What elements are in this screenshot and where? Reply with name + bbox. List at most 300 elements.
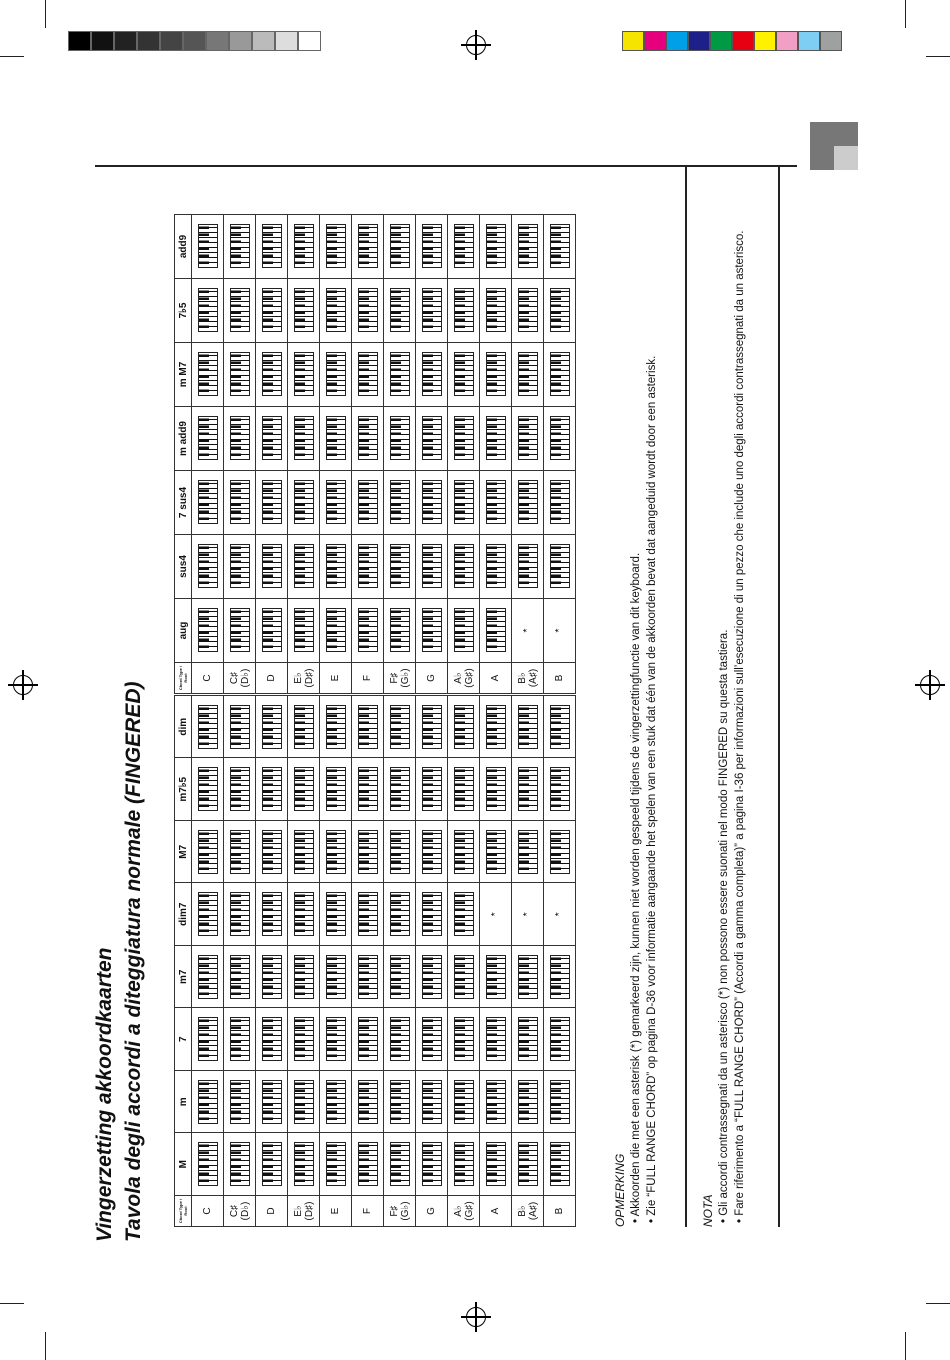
chord-cell — [192, 946, 224, 1009]
keyboard-diagram — [262, 892, 282, 936]
chord-cell — [512, 946, 544, 1009]
keyboard-diagram — [198, 955, 218, 999]
nota-section — [700, 107, 748, 1227]
chord-cell — [448, 343, 480, 407]
keyboard-diagram — [422, 289, 442, 333]
keyboard-diagram — [294, 545, 314, 589]
chord-cell — [288, 758, 320, 821]
chord-type-header: m7 — [175, 946, 192, 1009]
chord-cell — [224, 279, 256, 343]
chord-cell — [480, 407, 512, 471]
chord-cell — [288, 821, 320, 884]
chord-cell — [384, 599, 416, 663]
keyboard-diagram — [550, 417, 570, 461]
chord-cell — [480, 1133, 512, 1196]
chord-type-header: m add9 — [175, 407, 192, 471]
chord-type-header: m7♭5 — [175, 758, 192, 821]
chord-cell — [416, 758, 448, 821]
chord-type-header: sus4 — [175, 535, 192, 599]
chord-cell — [256, 696, 288, 759]
root-label: B — [544, 1196, 576, 1227]
chord-cell — [448, 407, 480, 471]
keyboard-diagram — [262, 705, 282, 749]
keyboard-diagram — [230, 289, 250, 333]
chord-cell — [544, 1133, 576, 1196]
chord-table-left — [174, 695, 576, 1227]
chord-cell — [416, 535, 448, 599]
keyboard-diagram — [518, 481, 538, 525]
chord-cell — [192, 883, 224, 946]
nota-bullet-2: • Fare riferimento a “FULL RANGE CHORD” (Accordi a gamma completa)” a pagina I-36 per informazioni sull’esecuzione di un pezzo che include uno degli accordi contrassegnati da un asterisco. — [734, 230, 746, 1223]
table-row — [256, 215, 288, 694]
chord-cell — [416, 407, 448, 471]
chord-cell — [480, 215, 512, 279]
chord-cell — [352, 1071, 384, 1134]
table-row — [384, 215, 416, 694]
keyboard-diagram — [230, 353, 250, 397]
keyboard-diagram — [518, 225, 538, 269]
keyboard-diagram — [422, 481, 442, 525]
chord-cell — [192, 821, 224, 884]
nota-bullet-1: • Gli accordi contrassegnati da un asterisco (*) non possono essere suonati nel modo FINGERED su questa tastiera. — [718, 629, 730, 1223]
chord-cell — [288, 1071, 320, 1134]
asterisk-cell: * — [544, 883, 576, 946]
keyboard-diagram — [198, 705, 218, 749]
keyboard-diagram — [454, 289, 474, 333]
root-label: E♭ (D♯) — [288, 1196, 320, 1227]
keyboard-diagram — [262, 955, 282, 999]
chord-cell — [256, 215, 288, 279]
chord-cell — [256, 599, 288, 663]
keyboard-diagram — [422, 609, 442, 653]
table-row — [512, 696, 544, 1227]
table-row — [416, 696, 448, 1227]
chord-cell — [192, 407, 224, 471]
keyboard-diagram — [198, 225, 218, 269]
chord-type-header: dim7 — [175, 883, 192, 946]
keyboard-diagram — [486, 955, 506, 999]
chord-cell — [448, 215, 480, 279]
chord-cell — [416, 883, 448, 946]
keyboard-diagram — [326, 767, 346, 811]
chord-cell — [320, 471, 352, 535]
root-label: A — [480, 1196, 512, 1227]
chord-cell — [288, 215, 320, 279]
keyboard-diagram — [358, 481, 378, 525]
chord-cell — [416, 1071, 448, 1134]
chord-type-header: m — [175, 1071, 192, 1134]
chord-cell — [256, 407, 288, 471]
chord-cell — [352, 883, 384, 946]
keyboard-diagram — [262, 830, 282, 874]
keyboard-diagram — [326, 705, 346, 749]
chord-cell — [320, 1133, 352, 1196]
keyboard-diagram — [550, 289, 570, 333]
keyboard-diagram — [550, 1017, 570, 1061]
table-row — [320, 696, 352, 1227]
chord-cell — [544, 279, 576, 343]
opmerking-bullet-1-text: Akkoorden die met een asterisk (*) gemarkeerd zijn, kunnen niet worden gespeeld tijdens de vingerzettingfunctie van dit keyboard. — [630, 552, 642, 1217]
keyboard-diagram — [518, 353, 538, 397]
keyboard-diagram — [358, 545, 378, 589]
keyboard-diagram — [262, 417, 282, 461]
keyboard-diagram — [326, 892, 346, 936]
keyboard-diagram — [390, 1142, 410, 1186]
keyboard-diagram — [326, 609, 346, 653]
keyboard-diagram — [326, 481, 346, 525]
chord-cell — [352, 758, 384, 821]
root-label: E♭ (D♯) — [288, 663, 320, 694]
table-row — [224, 696, 256, 1227]
chord-cell — [512, 758, 544, 821]
chord-cell — [320, 599, 352, 663]
keyboard-diagram — [454, 225, 474, 269]
chord-cell — [448, 1008, 480, 1071]
chord-cell — [320, 1071, 352, 1134]
chord-cell — [512, 1133, 544, 1196]
chord-cell — [224, 215, 256, 279]
chord-cell — [288, 696, 320, 759]
table-row — [448, 215, 480, 694]
keyboard-diagram — [550, 1080, 570, 1124]
keyboard-diagram — [486, 225, 506, 269]
table-row — [384, 696, 416, 1227]
chord-type-header: 7 — [175, 1008, 192, 1071]
chord-cell — [256, 535, 288, 599]
keyboard-diagram — [550, 481, 570, 525]
keyboard-diagram — [198, 830, 218, 874]
chord-cell — [512, 471, 544, 535]
chord-cell — [512, 1071, 544, 1134]
chord-cell — [320, 407, 352, 471]
chord-cell — [352, 1133, 384, 1196]
root-label: F — [352, 663, 384, 694]
keyboard-diagram — [486, 1080, 506, 1124]
keyboard-diagram — [262, 767, 282, 811]
chord-cell — [512, 696, 544, 759]
chord-cell — [224, 535, 256, 599]
keyboard-diagram — [518, 830, 538, 874]
keyboard-diagram — [454, 955, 474, 999]
keyboard-diagram — [422, 1142, 442, 1186]
keyboard-diagram — [486, 830, 506, 874]
chord-cell — [256, 1133, 288, 1196]
root-label: B — [544, 663, 576, 694]
root-label: C♯ (D♭) — [224, 1196, 256, 1227]
chord-cell — [256, 1008, 288, 1071]
keyboard-diagram — [358, 955, 378, 999]
chord-cell — [416, 599, 448, 663]
root-label: E — [320, 663, 352, 694]
keyboard-diagram — [230, 481, 250, 525]
chord-cell — [224, 599, 256, 663]
keyboard-diagram — [294, 830, 314, 874]
keyboard-diagram — [550, 767, 570, 811]
chord-cell — [288, 471, 320, 535]
chord-cell — [320, 215, 352, 279]
chord-cell — [448, 279, 480, 343]
chord-cell — [384, 535, 416, 599]
keyboard-diagram — [390, 545, 410, 589]
chord-cell — [288, 535, 320, 599]
keyboard-diagram — [390, 289, 410, 333]
chord-cell — [288, 1008, 320, 1071]
chord-cell — [480, 946, 512, 1009]
chord-cell — [192, 215, 224, 279]
chord-table-right — [174, 214, 576, 694]
keyboard-diagram — [422, 417, 442, 461]
table-row — [224, 215, 256, 694]
keyboard-diagram — [198, 289, 218, 333]
chord-cell — [288, 343, 320, 407]
keyboard-diagram — [486, 1142, 506, 1186]
chord-cell — [544, 343, 576, 407]
chord-cell — [480, 696, 512, 759]
keyboard-diagram — [454, 1080, 474, 1124]
keyboard-diagram — [454, 609, 474, 653]
keyboard-diagram — [294, 1080, 314, 1124]
chord-cell — [288, 883, 320, 946]
keyboard-diagram — [230, 1017, 250, 1061]
opmerking-bullet-2-text: Zie “FULL RANGE CHORD” op pagina D-36 voor informatie aangaande het spelen van een stuk dat één van de akkoorden bevat dat aangeduid wordt door een asterisk. — [646, 355, 658, 1216]
root-label: F♯ (G♭) — [384, 663, 416, 694]
chord-cell — [192, 1071, 224, 1134]
table-row — [416, 215, 448, 694]
keyboard-diagram — [550, 705, 570, 749]
keyboard-diagram — [358, 417, 378, 461]
table-row — [544, 696, 576, 1227]
chord-cell — [416, 279, 448, 343]
chord-cell — [448, 535, 480, 599]
keyboard-diagram — [454, 1142, 474, 1186]
chord-cell — [352, 407, 384, 471]
keyboard-diagram — [518, 289, 538, 333]
keyboard-diagram — [550, 830, 570, 874]
chord-cell — [320, 821, 352, 884]
keyboard-diagram — [326, 1142, 346, 1186]
keyboard-diagram — [294, 225, 314, 269]
keyboard-diagram — [358, 705, 378, 749]
nota-heading: NOTA — [701, 1194, 715, 1227]
table-row — [192, 215, 224, 694]
chord-cell — [224, 1071, 256, 1134]
keyboard-diagram — [550, 1142, 570, 1186]
keyboard-diagram — [422, 1017, 442, 1061]
opmerking-bullet-1: • Akkoorden die met een asterisk (*) gemarkeerd zijn, kunnen niet worden gespeeld tijdens de vingerzettingfunctie van dit keyboard. — [630, 552, 642, 1223]
keyboard-diagram — [486, 767, 506, 811]
chord-cell — [320, 535, 352, 599]
asterisk-cell: * — [512, 883, 544, 946]
keyboard-diagram — [198, 892, 218, 936]
table-row — [512, 215, 544, 694]
keyboard-diagram — [390, 609, 410, 653]
divider — [778, 167, 780, 1227]
chord-cell — [512, 343, 544, 407]
keyboard-diagram — [518, 705, 538, 749]
root-label: F♯ (G♭) — [384, 1196, 416, 1227]
chord-cell — [480, 758, 512, 821]
keyboard-diagram — [230, 705, 250, 749]
chord-cell — [256, 758, 288, 821]
keyboard-diagram — [230, 545, 250, 589]
chord-cell — [288, 1133, 320, 1196]
keyboard-diagram — [326, 1080, 346, 1124]
keyboard-diagram — [198, 481, 218, 525]
chord-cell — [480, 821, 512, 884]
chord-cell — [512, 215, 544, 279]
chord-cell — [256, 1071, 288, 1134]
chord-cell — [416, 821, 448, 884]
chord-cell — [192, 535, 224, 599]
table-row — [448, 696, 480, 1227]
keyboard-diagram — [358, 892, 378, 936]
table-row — [544, 215, 576, 694]
keyboard-diagram — [198, 1142, 218, 1186]
chord-cell — [448, 946, 480, 1009]
chord-cell — [224, 1133, 256, 1196]
chord-cell — [384, 215, 416, 279]
keyboard-diagram — [326, 289, 346, 333]
title-dutch: Vingerzetting akkoordkaarten — [93, 947, 116, 1242]
keyboard-diagram — [262, 481, 282, 525]
root-label: A♭ (G♯) — [448, 663, 480, 694]
asterisk-cell: * — [544, 599, 576, 663]
keyboard-diagram — [454, 767, 474, 811]
keyboard-diagram — [454, 417, 474, 461]
keyboard-diagram — [390, 705, 410, 749]
keyboard-diagram — [262, 609, 282, 653]
root-label: F — [352, 1196, 384, 1227]
keyboard-diagram — [518, 767, 538, 811]
chord-cell — [352, 279, 384, 343]
root-label: C — [192, 1196, 224, 1227]
chord-cell — [192, 343, 224, 407]
keyboard-diagram — [422, 705, 442, 749]
keyboard-diagram — [230, 955, 250, 999]
chord-cell — [384, 883, 416, 946]
keyboard-diagram — [326, 225, 346, 269]
root-label: G — [416, 663, 448, 694]
keyboard-diagram — [422, 767, 442, 811]
table-row — [480, 215, 512, 694]
chord-type-header: aug — [175, 599, 192, 663]
keyboard-diagram — [422, 225, 442, 269]
opmerking-heading: OPMERKING — [613, 1153, 627, 1227]
table-row — [352, 215, 384, 694]
chord-cell — [320, 279, 352, 343]
chord-cell — [224, 471, 256, 535]
chord-cell — [448, 883, 480, 946]
chord-cell — [320, 696, 352, 759]
keyboard-diagram — [294, 955, 314, 999]
keyboard-diagram — [454, 705, 474, 749]
keyboard-diagram — [358, 353, 378, 397]
table-row — [288, 215, 320, 694]
keyboard-diagram — [198, 1017, 218, 1061]
chord-cell — [480, 279, 512, 343]
keyboard-diagram — [550, 353, 570, 397]
chord-cell — [544, 535, 576, 599]
chord-cell — [224, 883, 256, 946]
chord-cell — [256, 883, 288, 946]
chord-cell — [384, 279, 416, 343]
chord-cell — [544, 1071, 576, 1134]
chord-cell — [352, 946, 384, 1009]
table-row — [192, 696, 224, 1227]
keyboard-diagram — [390, 1017, 410, 1061]
chord-cell — [416, 215, 448, 279]
chord-cell — [352, 821, 384, 884]
chord-cell — [288, 599, 320, 663]
chord-cell — [224, 343, 256, 407]
root-label: D — [256, 1196, 288, 1227]
keyboard-diagram — [422, 1080, 442, 1124]
table-row — [480, 696, 512, 1227]
root-label: C — [192, 663, 224, 694]
nota-bullet-2-text: Fare riferimento a “FULL RANGE CHORD” (Accordi a gamma completa)” a pagina I-36 per informazioni sull’esecuzione di un pezzo che include uno degli accordi contrassegnati da un asterisco. — [734, 230, 746, 1216]
chord-type-header: dim — [175, 696, 192, 759]
asterisk-cell: * — [512, 599, 544, 663]
keyboard-diagram — [358, 1080, 378, 1124]
chord-cell — [256, 821, 288, 884]
keyboard-diagram — [422, 892, 442, 936]
chord-cell — [384, 471, 416, 535]
root-label: A♭ (G♯) — [448, 1196, 480, 1227]
chord-cell — [384, 1133, 416, 1196]
chord-cell — [192, 599, 224, 663]
chord-cell — [544, 215, 576, 279]
chord-cell — [320, 946, 352, 1009]
keyboard-diagram — [326, 353, 346, 397]
keyboard-diagram — [198, 609, 218, 653]
chord-type-header: add9 — [175, 215, 192, 279]
keyboard-diagram — [294, 767, 314, 811]
root-label: D — [256, 663, 288, 694]
chord-cell — [544, 946, 576, 1009]
keyboard-diagram — [294, 1142, 314, 1186]
opmerking-section — [612, 107, 660, 1227]
keyboard-diagram — [390, 955, 410, 999]
chord-cell — [480, 599, 512, 663]
chord-cell — [384, 1008, 416, 1071]
root-label: A — [480, 663, 512, 694]
keyboard-diagram — [486, 609, 506, 653]
divider — [685, 167, 687, 1227]
chord-cell — [352, 696, 384, 759]
chord-cell — [256, 471, 288, 535]
chord-cell — [320, 758, 352, 821]
chord-cell — [352, 599, 384, 663]
chord-cell — [448, 1071, 480, 1134]
chord-cell — [192, 471, 224, 535]
keyboard-diagram — [486, 481, 506, 525]
chord-cell — [512, 279, 544, 343]
chord-cell — [224, 758, 256, 821]
keyboard-diagram — [390, 1080, 410, 1124]
chord-cell — [224, 696, 256, 759]
chord-cell — [320, 1008, 352, 1071]
keyboard-diagram — [262, 1142, 282, 1186]
chord-cell — [480, 343, 512, 407]
chord-cell — [448, 1133, 480, 1196]
table-row — [288, 696, 320, 1227]
root-label: B♭ (A♯) — [512, 1196, 544, 1227]
chord-cell — [544, 696, 576, 759]
keyboard-diagram — [230, 417, 250, 461]
chord-type-header: m M7 — [175, 343, 192, 407]
corner-header: Chord Type / Root — [175, 663, 192, 694]
keyboard-diagram — [454, 830, 474, 874]
